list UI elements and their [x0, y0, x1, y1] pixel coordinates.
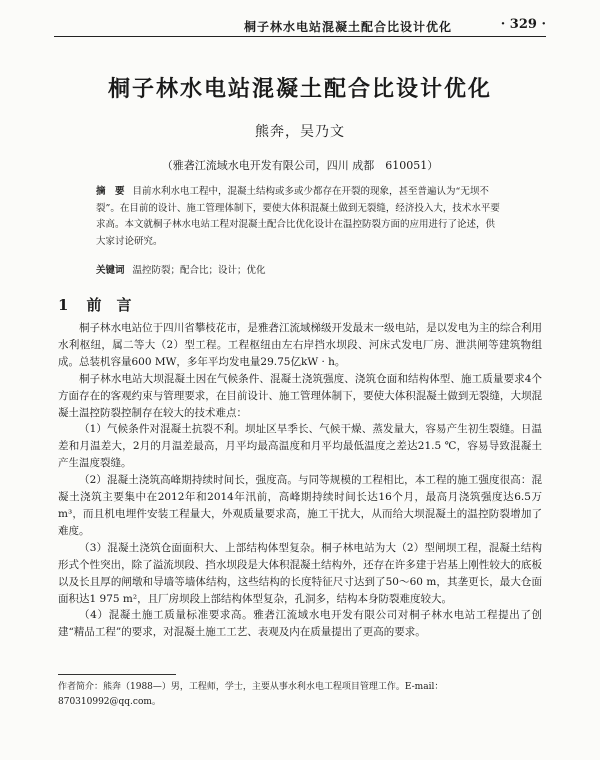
authors: 熊奔，吴乃文	[255, 124, 345, 140]
paragraph: （2）混凝土浇筑高峰期持续时间长，强度高。与同等规模的工程相比，本工程的施工强度很高：混凝土浇筑主要集中在2012年和2014年汛前，高峰期持续时间长达16个月，最高月浇筑强度达6.5万m³，而且机电埋件安装工程量大，外观质量要求高，施工干扰大，从而给大坝混凝土的温控防裂增加了难度。	[58, 474, 542, 537]
page-header	[54, 16, 546, 37]
abstract-text: 目前水利水电工程中，混凝土结构或多或少都存在开裂的现象，甚至普遍认为“无坝不裂”。在目前的设计、施工管理体制下，要使大体积混凝土做到无裂缝，经济投入大，技术水平要求高。本文就桐子林水电站工程对混凝土配合比优化设计在温控防裂方面的应用进行了论述，供大家讨论研究。	[96, 186, 500, 247]
abstract	[96, 184, 504, 250]
body-text	[58, 320, 542, 641]
section-title: 前 言	[86, 296, 132, 314]
paragraph: 桐子林水电站位于四川省攀枝花市，是雅砻江流域梯级开发最末一级电站，是以发电为主的综合利用水利枢纽，属二等大（2）型工程。工程枢纽由左右岸挡水坝段、河床式发电厂房、泄洪闸等建筑物组成。总装机容量600 MW，多年平均发电量29.75亿kW · h。	[58, 322, 542, 368]
paragraph: （1）气候条件对混凝土抗裂不利。坝址区旱季长、气候干燥、蒸发量大，容易产生初生裂缝。日温差和月温差大，2月的月温差最高，月平均最高温度和月平均最低温度之差达21.5 ℃，容易导致混凝土产生温度裂缝。	[58, 423, 542, 470]
keywords-text: 温控防裂；配合比；设计；优化	[132, 265, 266, 276]
author-footnote: 作者简介：熊奔（1988—）男，工程师，学士，主要从事水利水电工程项目管理工作。E-mail：870310992@qq.com。	[58, 682, 444, 707]
section-number: 1	[58, 296, 69, 314]
running-title: 桐子林水电站混凝土配合比设计优化	[244, 20, 453, 34]
paragraph: （3）混凝土浇筑仓面面积大、上部结构体型复杂。桐子林电站为大（2）型闸坝工程，混凝土结构形式个性突出，除了溢流坝段、挡水坝段是大体积混凝土结构外，还存在许多建于岩基上刚性较大的底板以及长且厚的闸墩和导墙等墙体结构，这些结构的长度特征尺寸达到了50～60 m，其垄更长，最大仓面面积达1 975 m²，且厂房坝段上部结构体型复杂，孔洞多，结构本身防裂难度较大。	[58, 541, 542, 605]
keywords-label: 关键词	[96, 265, 125, 276]
section-heading	[58, 294, 131, 315]
article-title: 桐子林水电站混凝土配合比设计优化	[107, 76, 492, 102]
page-number: · 329 ·	[500, 17, 546, 32]
abstract-label: 摘 要	[96, 186, 125, 197]
footnote-divider	[58, 674, 176, 675]
affiliation: （雅砻江流域水电开发有限公司，四川 成都 610051）	[161, 159, 439, 172]
paragraph: 桐子林水电站大坝混凝土因在气候条件、混凝土浇筑强度、浇筑仓面和结构体型、施工质量要求4个方面存在的客观约束与管理要求，在目前设计、施工管理体制下，要使大体积混凝土做到无裂缝，大坝混凝土温控防裂控制存在较大的技术难点：	[58, 372, 542, 419]
keywords	[96, 262, 504, 276]
paragraph: （4）混凝土施工质量标准要求高。雅砻江流域水电开发有限公司对桐子林水电站工程提出了创建“精品工程”的要求，对混凝土施工工艺、表观及内在质量提出了更高的要求。	[58, 609, 542, 639]
